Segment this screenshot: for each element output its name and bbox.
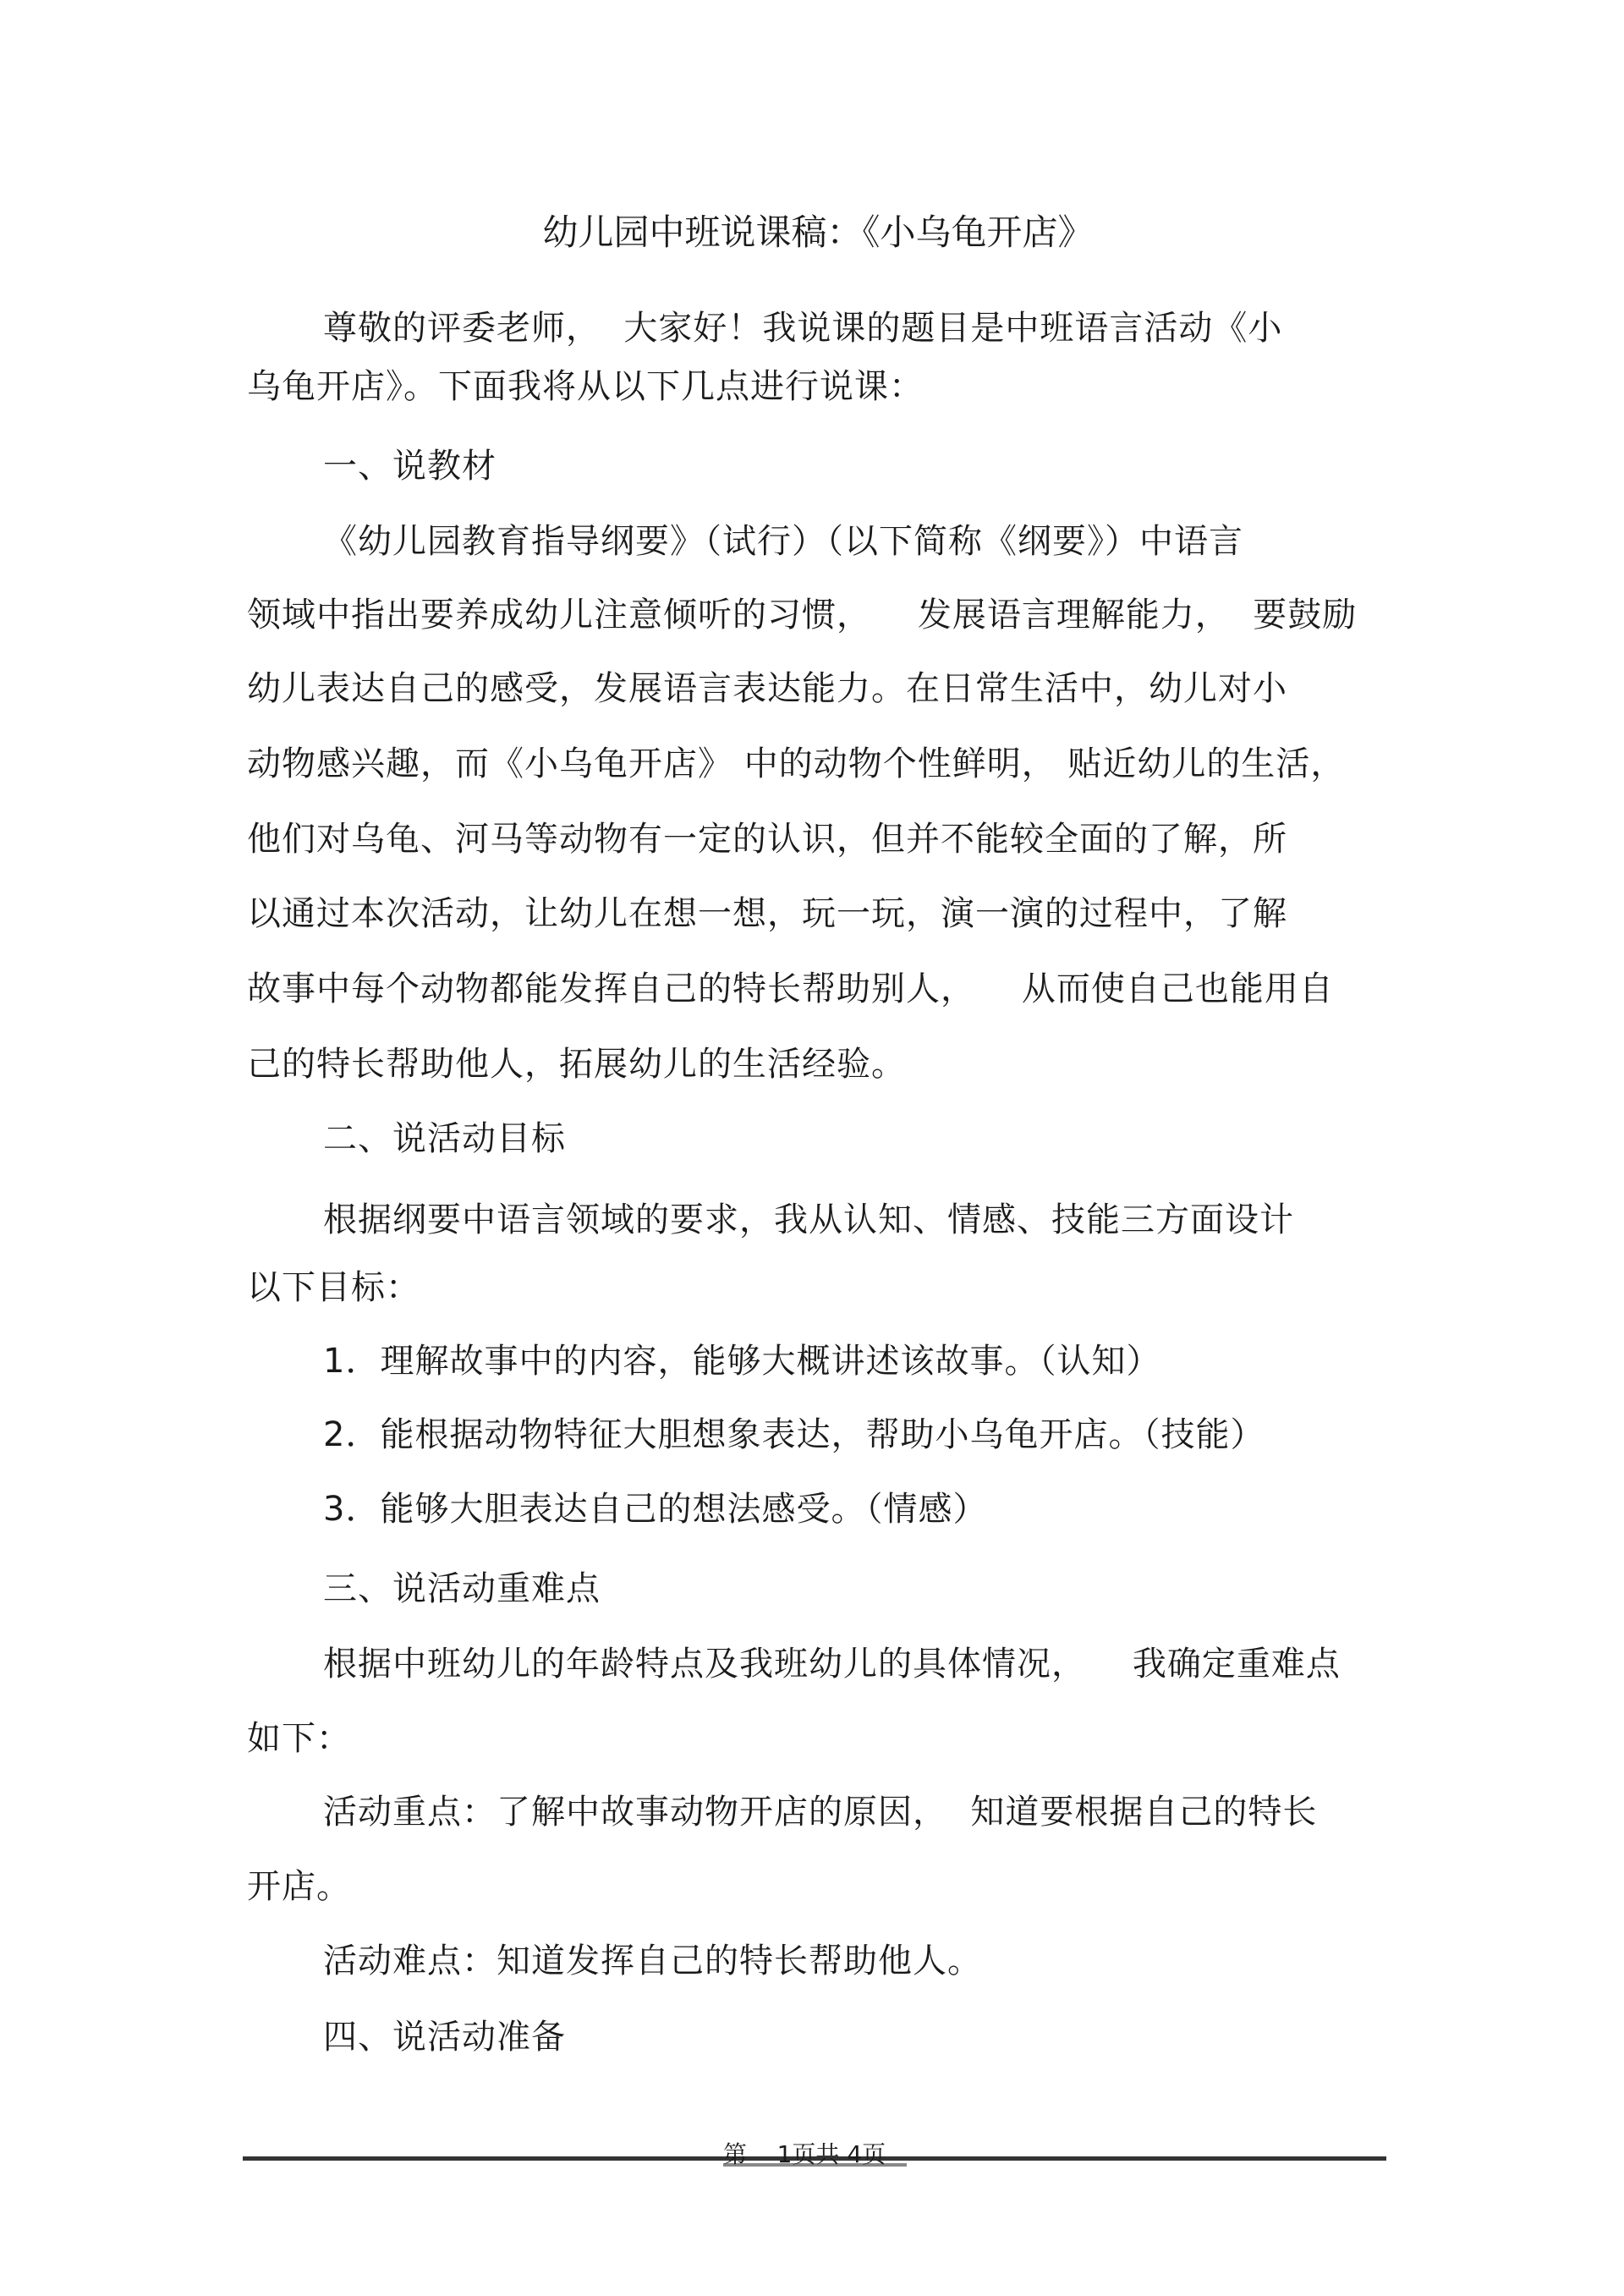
- section-heading: 二、说活动目标: [323, 1119, 566, 1158]
- paragraph-line: 《幼儿园教育指导纲要》（试行）（以下简称《纲要》）中语言: [323, 522, 1243, 561]
- paragraph-line: 开店。: [247, 1867, 351, 1906]
- list-item: 3．能够大胆表达自己的想法感受。（情感）: [323, 1490, 988, 1529]
- section-heading: 一、说教材: [323, 447, 497, 486]
- paragraph-line: 以通过本次活动，让幼儿在想一想，玩一玩，演一演的过程中，了解: [247, 894, 1287, 933]
- paragraph-line: 动物感兴趣，而《小乌龟开店》 中的动物个性鲜明， 贴近幼儿的生活，: [247, 744, 1346, 783]
- paragraph-line: 尊敬的评委老师， 大家好！我说课的题目是中班语言活动《小: [323, 309, 1283, 348]
- paragraph-line: 幼儿表达自己的感受，发展语言表达能力。在日常生活中，幼儿对小: [247, 669, 1287, 708]
- section-heading: 三、说活动重难点: [323, 1569, 601, 1608]
- list-item: 1．理解故事中的内容，能够大概讲述该故事。（认知）: [323, 1342, 1161, 1381]
- paragraph-line: 领域中指出要养成幼儿注意倾听的习惯， 发展语言理解能力， 要鼓励: [247, 596, 1358, 634]
- paragraph-line: 根据中班幼儿的年龄特点及我班幼儿的具体情况， 我确定重难点: [323, 1645, 1341, 1684]
- paragraph-line: 如下：: [247, 1719, 351, 1758]
- list-item: 2．能根据动物特征大胆想象表达，帮助小乌龟开店。（技能）: [323, 1415, 1265, 1454]
- paragraph-line: 他们对乌龟、河马等动物有一定的认识，但并不能较全面的了解，所: [247, 820, 1287, 859]
- document-title: 幼儿园中班说课稿：《小乌龟开店》: [542, 211, 1094, 253]
- page-number: 第 1页共 4页: [723, 2140, 886, 2168]
- paragraph-line: 活动难点：知道发挥自己的特长帮助他人。: [323, 1942, 982, 1980]
- paragraph-line: 以下目标：: [247, 1268, 420, 1307]
- paragraph-line: 活动重点：了解中故事动物开店的原因， 知道要根据自己的特长: [323, 1793, 1318, 1832]
- paragraph-line: 根据纲要中语言领域的要求，我从认知、情感、技能三方面设计: [323, 1200, 1294, 1239]
- paragraph-line: 乌龟开店》。下面我将从以下几点进行说课：: [247, 367, 924, 406]
- section-heading: 四、说活动准备: [323, 2018, 566, 2057]
- paragraph-line: 己的特长帮助他人，拓展幼儿的生活经验。: [247, 1045, 906, 1084]
- paragraph-line: 故事中每个动物都能发挥自己的特长帮助别人， 从而使自己也能用自: [247, 969, 1334, 1008]
